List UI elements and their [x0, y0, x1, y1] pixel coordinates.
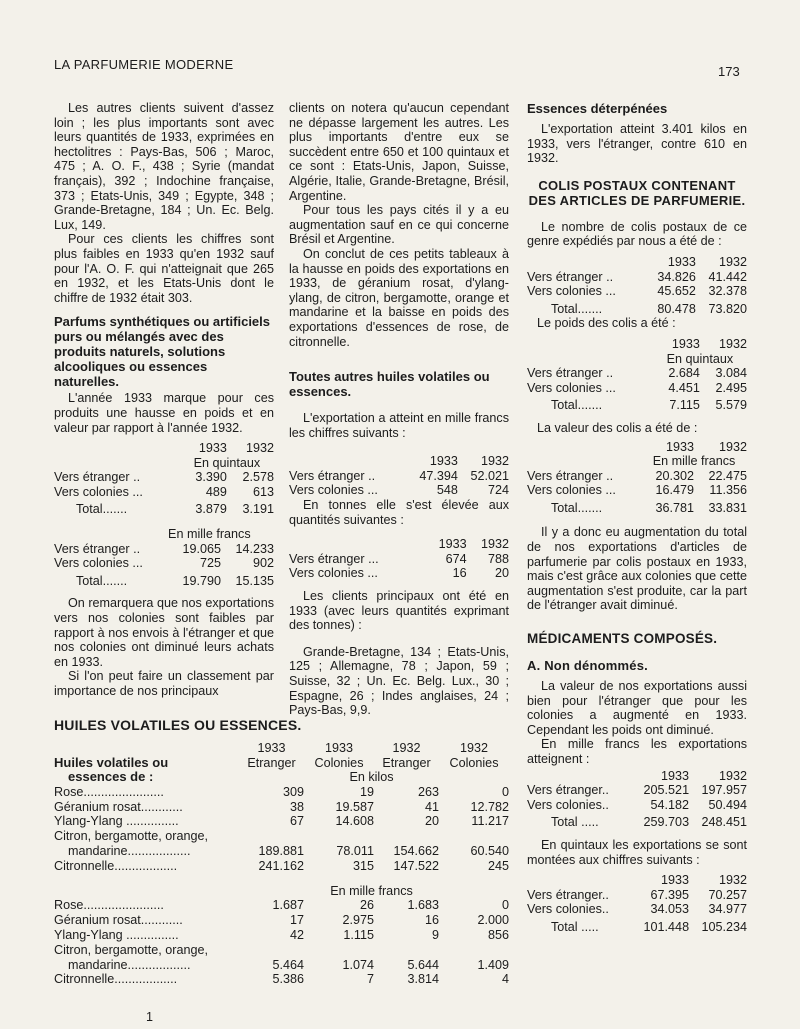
table-row: Vers colonies ... 45.652 32.378: [527, 284, 747, 299]
table-row: Vers étranger .. 19.065 14.233: [54, 541, 274, 556]
paragraph: On conclut de ces petits tableaux à la hausse en poids des exportations en 1933, de géranium rosat, d'ylang-ylang, de citron, bergamotte, orange et mandarine et la baisse en poids des exportations d'essences de rose, de citronnelle.: [289, 246, 509, 349]
table-total-row: Total....... 36.781 33.831: [551, 500, 747, 515]
paragraph: Le poids des colis a été :: [537, 316, 676, 331]
unit-label: En quintaux: [193, 455, 261, 470]
table-row: Géranium rosat............ 38 19.587 41 12.782: [54, 799, 509, 814]
table-total-row: Total....... 80.478 73.820: [551, 301, 747, 316]
table-row: Citronnelle.................. 241.162 315 147.522 245: [54, 858, 509, 873]
table-row: Vers colonies.. 54.182 50.494: [527, 797, 747, 812]
unit-label: En quintaux: [666, 351, 734, 366]
table-synthetic-francs: [54, 527, 274, 588]
table-total-row: Total ..... 101.448 105.234: [551, 919, 747, 934]
year-header: 1933: [661, 768, 690, 783]
year-header: 1933: [429, 454, 458, 469]
row-header: Huiles volatiles ou: [54, 754, 169, 770]
table-row: Citronnelle.................. 5.386 7 3.814 4: [54, 972, 509, 987]
paragraph: La valeur de nos exportations aussi bien pour l'étranger que pour les colonies a augmenté en 1933. Cependant les poids ont diminué.: [527, 679, 747, 737]
year-header: 1932: [718, 254, 747, 269]
table-colis-poids: [527, 337, 747, 413]
table-row: Vers étranger .. 47.394 52.021: [289, 468, 509, 483]
huiles-title: HUILES VOLATILES OU ESSENCES.: [54, 717, 302, 733]
paragraph: Les autres clients suivent d'assez loin ; les plus importants sont avec leurs quantités de 1933, exprimées en hectolitres : Pays-Bas, 506 ; Maroc, 475 ; A. O. F., 438 ; Syrie (mandat français), 392 ; Indochine française, 373 ; Etats-Unis, 349 ; Egypte, 348 ; Grande-Bretagne, 184 ; Un. Ec. Belg. Lux, 149.: [54, 101, 274, 232]
paragraph: Grande-Bretagne, 134 ; Etats-Unis, 125 ; Allemagne, 78 ; Japon, 59 ; Suisse, 32 ; Un. Ec. Belg. Lux., 30 ; Espagne, 26 ; Indes anglaises, 24 ; Pays-Bas, 9,9.: [289, 644, 509, 718]
paragraph: Le nombre de colis postaux de ce genre expédiés par nous a été de :: [527, 219, 747, 249]
table-row: Rose....................... 309 19 263 0: [54, 784, 509, 799]
unit-label: En kilos: [349, 770, 394, 785]
year-header: 1932: [480, 537, 509, 552]
year-header: 1932: [718, 873, 747, 888]
section-heading: MÉDICAMENTS COMPOSÉS.: [527, 631, 718, 647]
table-row: Vers colonies ... 16 20: [289, 566, 509, 581]
table-row: Vers colonies ... 16.479 11.356: [527, 483, 747, 498]
footer-mark: 1: [146, 1010, 154, 1024]
table-row: Citron, bergamotte, orange,: [54, 829, 209, 844]
section-heading-colis: COLIS POSTAUX CONTENANT DES ARTICLES DE PARFUMERIE.: [528, 177, 746, 208]
table-row: Géranium rosat............ 17 2.975 16 2.000: [54, 913, 509, 928]
paragraph: Les clients principaux ont été en 1933 (avec leurs quantités exprimant des tonnes) :: [289, 589, 509, 633]
paragraph: En mille francs les exportations atteignent :: [527, 737, 747, 766]
paragraph: En tonnes elle s'est élevée aux quantités suivantes :: [289, 498, 509, 527]
paragraph: La valeur des colis a été de :: [537, 420, 698, 435]
table-row: Vers étranger.. 67.395 70.257: [527, 887, 747, 902]
huiles-table-wrap: [54, 741, 509, 987]
year-header: 1932: [245, 441, 274, 456]
table-colis-nombre: [527, 255, 747, 316]
running-title: LA PARFUMERIE MODERNE: [54, 57, 234, 72]
year-header: 1933: [198, 441, 227, 456]
paragraph: Il y a donc eu augmentation du total de nos exportations d'articles de parfumerie par colis postaux en 1933, mais c'est grâce aux colonies que cette augmentation s'est produite, car la part de l'étranger avait diminué.: [527, 525, 747, 613]
paragraph: L'année 1933 marque pour ces produits une hausse en poids et en valeur par rapport à l'année 1932.: [54, 391, 274, 435]
paragraph: L'exportation a atteint en mille francs les chiffres suivants :: [289, 411, 509, 440]
table-row: Citron, bergamotte, orange,: [54, 942, 209, 957]
section-heading: Parfums synthétiques ou artificiels purs ou mélangés avec des produits naturels, solutions alcooliques ou essences naturelles.: [54, 314, 271, 390]
table-row: mandarine.................. 5.464 1.074 5.644 1.409: [68, 957, 509, 972]
section-heading: A. Non dénommés.: [527, 658, 648, 674]
column-header-year: 1933: [324, 741, 354, 755]
year-header: 1933: [671, 336, 700, 351]
column-header-dest: Etranger: [247, 755, 296, 770]
table-row: Vers colonies ... 725 902: [54, 556, 274, 571]
paragraph: Si l'on peut faire un classement par importance de nos principaux: [54, 669, 274, 698]
paragraph: L'exportation atteint 3.401 kilos en 1933, vers l'étranger, contre 610 en 1932.: [527, 122, 747, 166]
table-row: Vers colonies ... 548 724: [289, 483, 509, 498]
unit-label: En mille francs: [652, 454, 736, 469]
table-row: Vers étranger .. 2.684 3.084: [527, 366, 747, 381]
year-header: 1933: [665, 439, 695, 454]
year-header: 1932: [480, 454, 509, 469]
table-row: Vers étranger .. 34.826 41.442: [527, 269, 747, 284]
paragraph: Pour tous les pays cités il y a eu augmentation sauf en ce qui concerne Brésil et Argentine.: [289, 203, 509, 247]
column-1: [54, 101, 274, 699]
huiles-table: [54, 741, 509, 987]
column-header-year: 1933: [257, 741, 286, 755]
table-row: Vers étranger ... 674 788: [289, 551, 509, 566]
table-row: Vers colonies.. 34.053 34.977: [527, 902, 747, 917]
year-header: 1933: [667, 254, 696, 269]
table-row: Ylang-Ylang ............... 42 1.115 9 856: [54, 927, 509, 942]
table-other-oils-tonnes: [289, 537, 509, 581]
unit-label: En mille francs: [330, 883, 413, 898]
table-other-oils-francs: [289, 454, 509, 498]
paragraph: On remarquera que nos exportations vers nos colonies sont faibles par rapport à nos envois à l'étranger et que nos colonies ont diminué leurs achats en 1933.: [54, 596, 274, 669]
section-heading: Essences déterpénées: [527, 101, 668, 116]
table-row: Ylang-Ylang ............... 67 14.608 20 11.217: [54, 814, 509, 829]
paragraph: En quintaux les exportations se sont montées aux chiffres suivants :: [527, 837, 747, 867]
column-2: [289, 101, 509, 718]
column-header-year: 1932: [459, 741, 489, 755]
table-row: mandarine.................. 189.881 78.011 154.662 60.540: [68, 843, 509, 858]
table-row: Rose....................... 1.687 26 1.683 0: [54, 898, 509, 913]
year-header: 1933: [438, 537, 467, 552]
page-number: 173: [718, 64, 740, 79]
paragraph: Pour ces clients les chiffres sont plus faibles en 1933 qu'en 1932 sauf pour l'A. O. F. qui n'atteignait que 265 en 1932, et les Etats-Unis dont le chiffre de 1932 était 303.: [54, 232, 274, 305]
table-colis-valeur: [527, 440, 747, 516]
unit-label: En mille francs: [168, 527, 251, 542]
year-header: 1932: [718, 768, 747, 783]
table-medicaments-quintaux: [527, 873, 747, 934]
table-row: Vers colonies ... 489 613: [54, 484, 274, 499]
year-header: 1933: [661, 873, 690, 888]
section-heading: Toutes autres huiles volatiles ou essences.: [289, 369, 490, 400]
column-header-dest: Etranger: [382, 755, 431, 770]
table-row: Vers étranger .. 3.390 2.578: [54, 470, 274, 485]
table-row: Vers étranger.. 205.521 197.957: [527, 783, 747, 798]
column-header-dest: Colonies: [314, 755, 364, 770]
table-row: Vers étranger .. 20.302 22.475: [527, 468, 747, 483]
column-header-dest: Colonies: [449, 755, 499, 770]
column-3: [527, 101, 747, 935]
row-header: essences de :: [68, 769, 154, 785]
paragraph: clients on notera qu'aucun cependant ne dépasse largement les autres. Les plus importants d'entre eux se succèdent entre 650 et 100 quintaux et ce sont : Etats-Unis, Japon, Suisse, Algérie, Italie, Grande-Bretagne, Brésil, Argentine.: [289, 101, 509, 203]
table-total-row: Total....... 7.115 5.579: [551, 398, 747, 413]
column-header-year: 1932: [392, 741, 421, 755]
table-synthetic-quintaux: [54, 441, 274, 517]
table-row: Vers colonies ... 4.451 2.495: [527, 380, 747, 395]
table-medicaments-francs: [527, 769, 747, 830]
table-total-row: Total ..... 259.703 248.451: [551, 815, 747, 830]
table-total-row: Total....... 19.790 15.135: [76, 573, 274, 588]
year-header: 1932: [718, 336, 747, 351]
year-header: 1932: [718, 439, 747, 454]
table-total-row: Total....... 3.879 3.191: [76, 502, 274, 517]
